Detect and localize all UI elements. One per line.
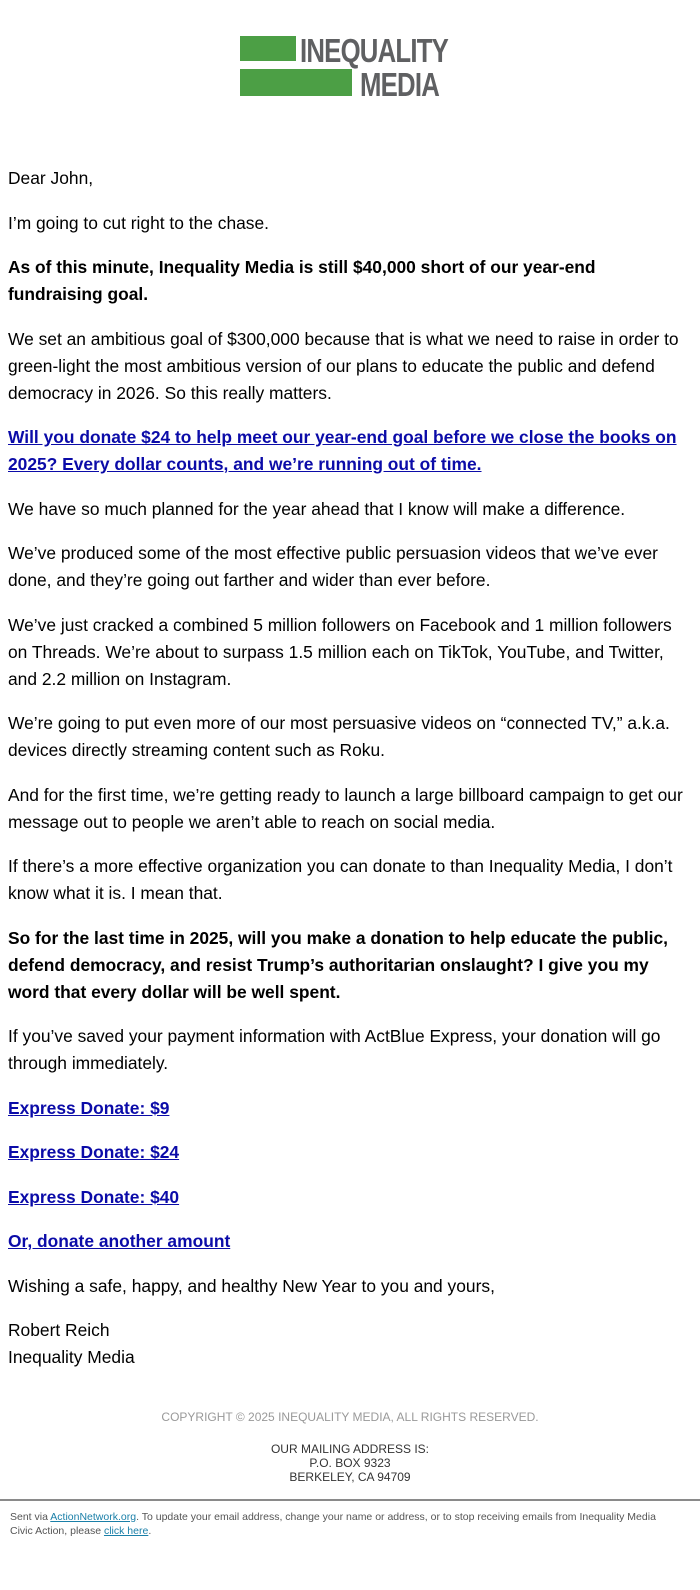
- express-donate-40-row: [8, 1184, 688, 1211]
- express-donate-9-row: [8, 1095, 688, 1122]
- bold-text: So for the last time in 2025, will you make a donation to help educate the public, defend democracy, and resist Trump’s authoritarian onslaught? I give you my word that every dollar will be well spent.: [8, 927, 669, 1002]
- address-label: OUR MAILING ADDRESS IS:: [270, 1442, 430, 1456]
- copyright: COPYRIGHT © 2025 INEQUALITY MEDIA, ALL RIGHTS RESERVED.: [161, 1410, 539, 1424]
- paragraph: We’ve just cracked a combined 5 million followers on Facebook and 1 million followers on Threads. We’re about to surpass 1.5 million each on TikTok, YouTube, and Twitter, and 2.2 million on Instagram.: [8, 614, 672, 689]
- express-donate-40-link[interactable]: Express Donate: $40: [8, 1186, 180, 1207]
- inequality-media-logo: [240, 32, 450, 103]
- paragraph: We have so much planned for the year ahead that I know will make a difference.: [8, 498, 626, 519]
- sent-suffix: .: [148, 1525, 152, 1537]
- express-donate-24-row: [8, 1139, 688, 1166]
- closing: Wishing a safe, happy, and healthy New Year to you and yours,: [8, 1275, 495, 1296]
- unsubscribe-click-here-link[interactable]: click here: [103, 1525, 149, 1537]
- signature: [8, 1317, 688, 1371]
- sent-prefix: Sent via: [10, 1511, 51, 1523]
- logo-bar-top: [240, 36, 296, 61]
- paragraph: We set an ambitious goal of $300,000 because that is what we need to raise in order to green-light the most ambitious version of our plans to educate the public and defend democracy in 2026. So this really matters.: [8, 328, 679, 403]
- paragraph: And for the first time, we’re getting ready to launch a large billboard campaign to get our message out to people we aren’t able to reach on social media.: [8, 784, 683, 832]
- bold-text: As of this minute, Inequality Media is still $40,000 short of our year-end fundraising goal.: [8, 257, 596, 304]
- logo-text-line2: MEDIA: [360, 66, 440, 103]
- footer: [0, 1410, 700, 1484]
- sent-via-notice: [10, 1510, 670, 1538]
- paragraph: If there’s a more effective organization you can donate to than Inequality Media, I don’t know what it is. I mean that.: [8, 856, 673, 903]
- address-line1: P.O. BOX 9323: [309, 1456, 391, 1470]
- donate-other-amount-link[interactable]: Or, donate another amount: [8, 1231, 231, 1251]
- logo-bar-bottom: [240, 69, 352, 96]
- signature-name: Robert Reich: [8, 1320, 110, 1340]
- signature-org: Inequality Media: [8, 1347, 135, 1367]
- mailing-address: [0, 1442, 700, 1484]
- logo-text-line1: INEQUALITY: [300, 32, 449, 69]
- donate-24-link[interactable]: Will you donate $24 to help meet our year-end goal before we close the books on 2025? Every dollar counts, and we’re running out of time.: [8, 427, 677, 474]
- sent-middle: . To update your email address, change your name or address, or to stop receiving emails from Inequality Media Civic Action, please: [10, 1511, 656, 1537]
- footer-divider: [0, 1499, 700, 1501]
- paragraph: I’m going to cut right to the chase.: [8, 212, 270, 233]
- donate-other-row: [8, 1228, 688, 1255]
- express-donate-24-link[interactable]: Express Donate: $24: [8, 1142, 180, 1162]
- bold-paragraph: [8, 925, 688, 1006]
- bold-paragraph: [8, 254, 688, 308]
- paragraph: If you’ve saved your payment information with ActBlue Express, your donation will go through immediately.: [8, 1026, 661, 1073]
- actionnetwork-link[interactable]: ActionNetwork.org: [50, 1511, 137, 1523]
- paragraph: We’ve produced some of the most effective public persuasion videos that we’ve ever done, and they’re going out farther and wider than ever before.: [8, 543, 658, 590]
- greeting: Dear John,: [8, 168, 94, 188]
- express-donate-9-link[interactable]: Express Donate: $9: [8, 1097, 170, 1118]
- address-line2: BERKELEY, CA 94709: [289, 1470, 411, 1484]
- paragraph: We’re going to put even more of our most persuasive videos on “connected TV,” a.k.a. devices directly streaming content such as Roku.: [8, 713, 670, 760]
- email-body: [8, 165, 688, 1371]
- donate-link-paragraph: [8, 424, 688, 478]
